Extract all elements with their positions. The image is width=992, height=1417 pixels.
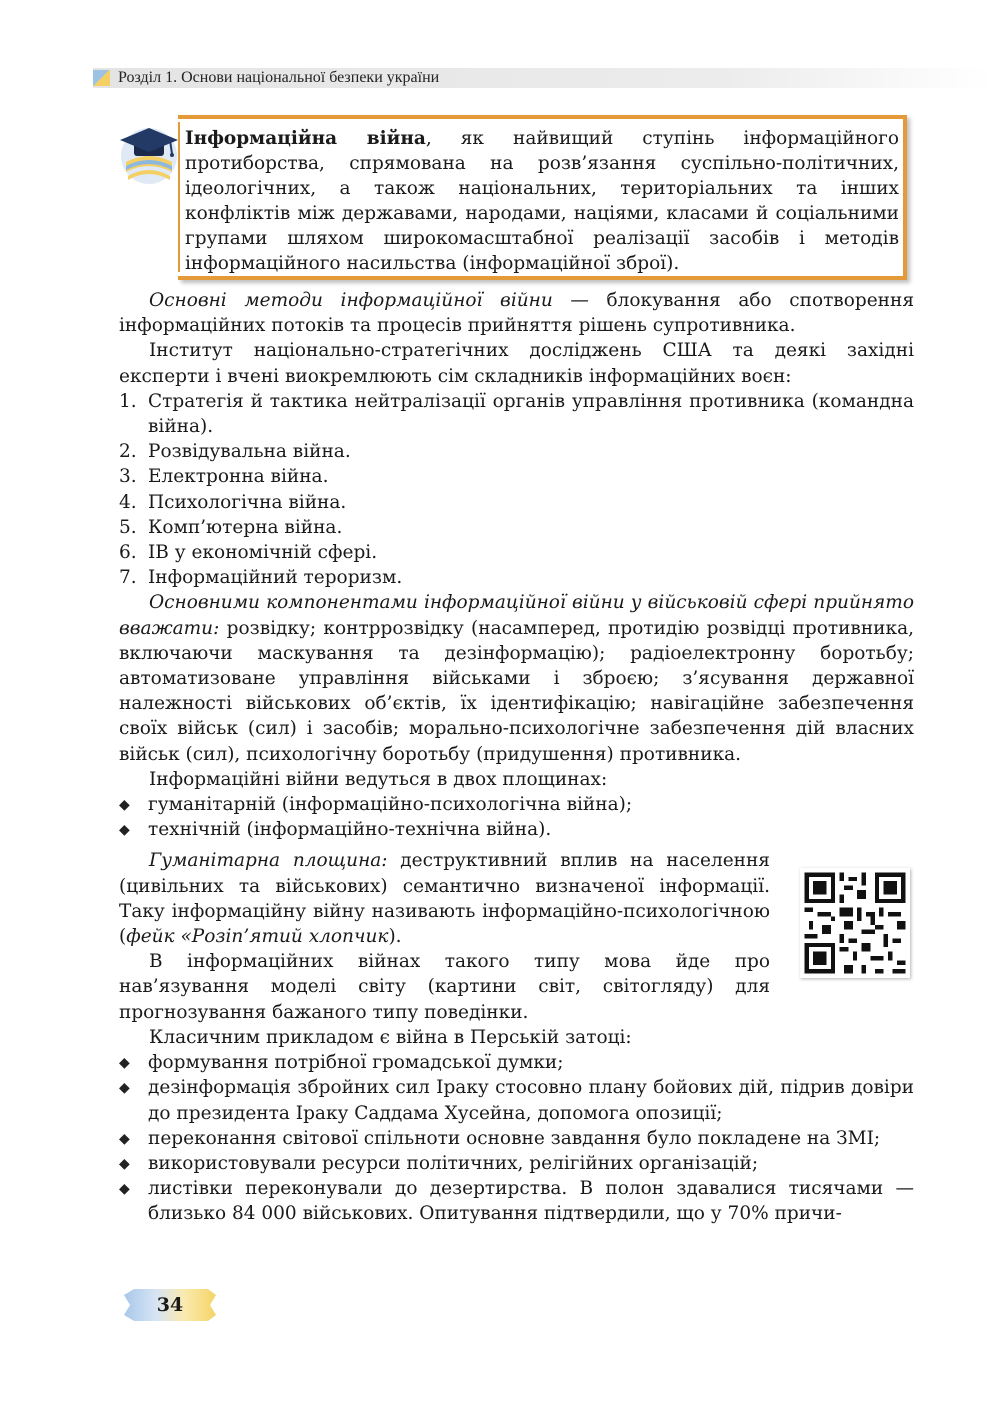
list-number: 5. [119,516,137,538]
paragraph-methods [119,288,914,338]
components-list [119,389,914,591]
list-item [119,565,914,590]
italic-lead: Основні методи інформаційної війни [149,290,553,311]
italic-lead: Гуманітарна площина: [149,850,388,872]
list-number: 2. [119,441,137,463]
definition-left-rule [178,122,180,272]
list-number: 1. [119,390,137,412]
list-number: 6. [119,542,137,564]
list-item-text: використовували ресурси політичних, релігійних організацій; [148,1152,759,1174]
paragraph-text: деструктивний вплив на населення (цивільних та військових) семантично визначеної інформації. Таку інформаційну війну називають інформаційно-психологічною ( [119,850,770,948]
list-item [119,1126,914,1151]
paragraph-gulf: Класичним прикладом є війна в Перській затоці: [149,1026,632,1048]
list-item [119,792,914,817]
list-item-text: дезінформація збройних сил Іраку стосовно плану бойових дій, підрив довіри до президента Іраку Саддама Хусейна, допомога опозиції; [148,1077,914,1124]
list-item-text: Розвідувальна війна. [148,441,351,463]
header-corner-marker [93,70,110,86]
qr-code[interactable] [800,868,910,978]
main-text [119,288,914,1227]
paragraph-text: ). [388,926,402,948]
fake-reference: фейк «Розіп’ятий хлопчик [126,926,389,948]
list-item-text: формування потрібної громадської думки; [148,1052,564,1074]
list-item [119,817,914,842]
gulf-list [119,1050,914,1226]
planes-list [119,792,914,842]
bullet-diamond-icon: ◆ [119,1055,130,1072]
list-item [119,1050,914,1075]
list-item-text: Електронна війна. [148,466,329,488]
list-item-text: Психологічна війна. [148,491,347,513]
list-item-text: Інформаційний тероризм. [148,567,403,589]
bullet-diamond-icon: ◆ [119,1130,130,1147]
bullet-diamond-icon: ◆ [119,1155,130,1172]
paragraph-institute: Інститут національно-стратегічних досліджень США та деякі західні експерти і вчені виокремлюють сім складників інформаційних воєн: [119,340,914,387]
bullet-diamond-icon: ◆ [119,1080,130,1097]
running-header [93,68,992,88]
list-item [119,1075,914,1125]
italic-lead: Основними компонентами інформаційної війни у військовій сфері прийнято вважати: [119,592,914,639]
list-item [119,540,914,565]
graduation-cap-icon [118,120,180,186]
bullet-diamond-icon: ◆ [119,797,130,814]
paragraph-text: розвідку; контррозвідку (насамперед, протидію розвідці противника, включаючи маскування та дезінформацію); радіоелектронну боротьбу; автоматизоване управління військами і зброєю; з’ясування державної належності військових об’єктів, їх ідентифікацію; навігаційне забезпечення своїх військ (сил) і засобів; морально-психологічне забезпечення дій власних військ (сил), психологічну боротьбу (придушення) противника. [119,617,914,765]
paragraph-worldview: В інформаційних війнах такого типу мова йде про нав’язування моделі світу (картини світ, світогляду) для прогнозування бажаного типу поведінки. [119,951,770,1023]
list-item-text: переконання світової спільноти основне завдання було покладене на ЗМІ; [148,1127,881,1149]
list-item [119,1151,914,1176]
list-item-text: ІВ у економічній сфері. [148,542,378,564]
bullet-diamond-icon: ◆ [119,822,130,839]
paragraph-text: — блокування або спотворення інформаційних потоків та процесів прийняття рішень супротивника. [119,290,914,337]
definition-text [185,126,899,276]
list-item [119,439,914,464]
page-number-badge [124,1287,216,1323]
list-item-text: гуманітарній (інформаційно-психологічна війна); [148,794,633,816]
list-item [119,490,914,515]
section-title: Розділ 1. Основи національної безпеки україни [118,69,440,86]
bullet-diamond-icon: ◆ [119,1181,130,1198]
definition-term: Інформаційна війна [185,128,426,149]
list-item [119,1176,914,1226]
paragraph-humanitarian [119,848,770,949]
list-item-text: Стратегія й тактика нейтралізації органів управління противника (командна війна). [148,390,914,438]
definition-body: , як найвищий ступінь інформаційного протиборства, спрямована на розв’язання суспільно-політичних, ідеологічних, а також національних, територіальних та інших конфліктів між державами, народами, націями, класами й соціальними групами шляхом широкомасштабної реалізації засобів і методів інформаційного насильства (інформаційної зброї). [185,128,899,274]
page-number: 34 [156,1294,184,1316]
list-item-text: листівки переконували до дезертирства. В полон здавалися тисячами — близько 84 000 військових. Опитування підтвердили, що у 70% причи- [148,1178,914,1225]
paragraph-components [119,590,914,766]
list-number: 3. [119,466,137,488]
list-item [119,515,914,540]
paragraph-planes: Інформаційні війни ведуться в двох площинах: [149,768,608,790]
list-number: 4. [119,491,137,513]
list-item-text: Комп’ютерна війна. [148,516,343,538]
list-item [119,464,914,489]
list-number: 7. [119,567,137,589]
list-item-text: технічній (інформаційно-технічна війна). [148,819,552,841]
list-item [119,389,914,439]
